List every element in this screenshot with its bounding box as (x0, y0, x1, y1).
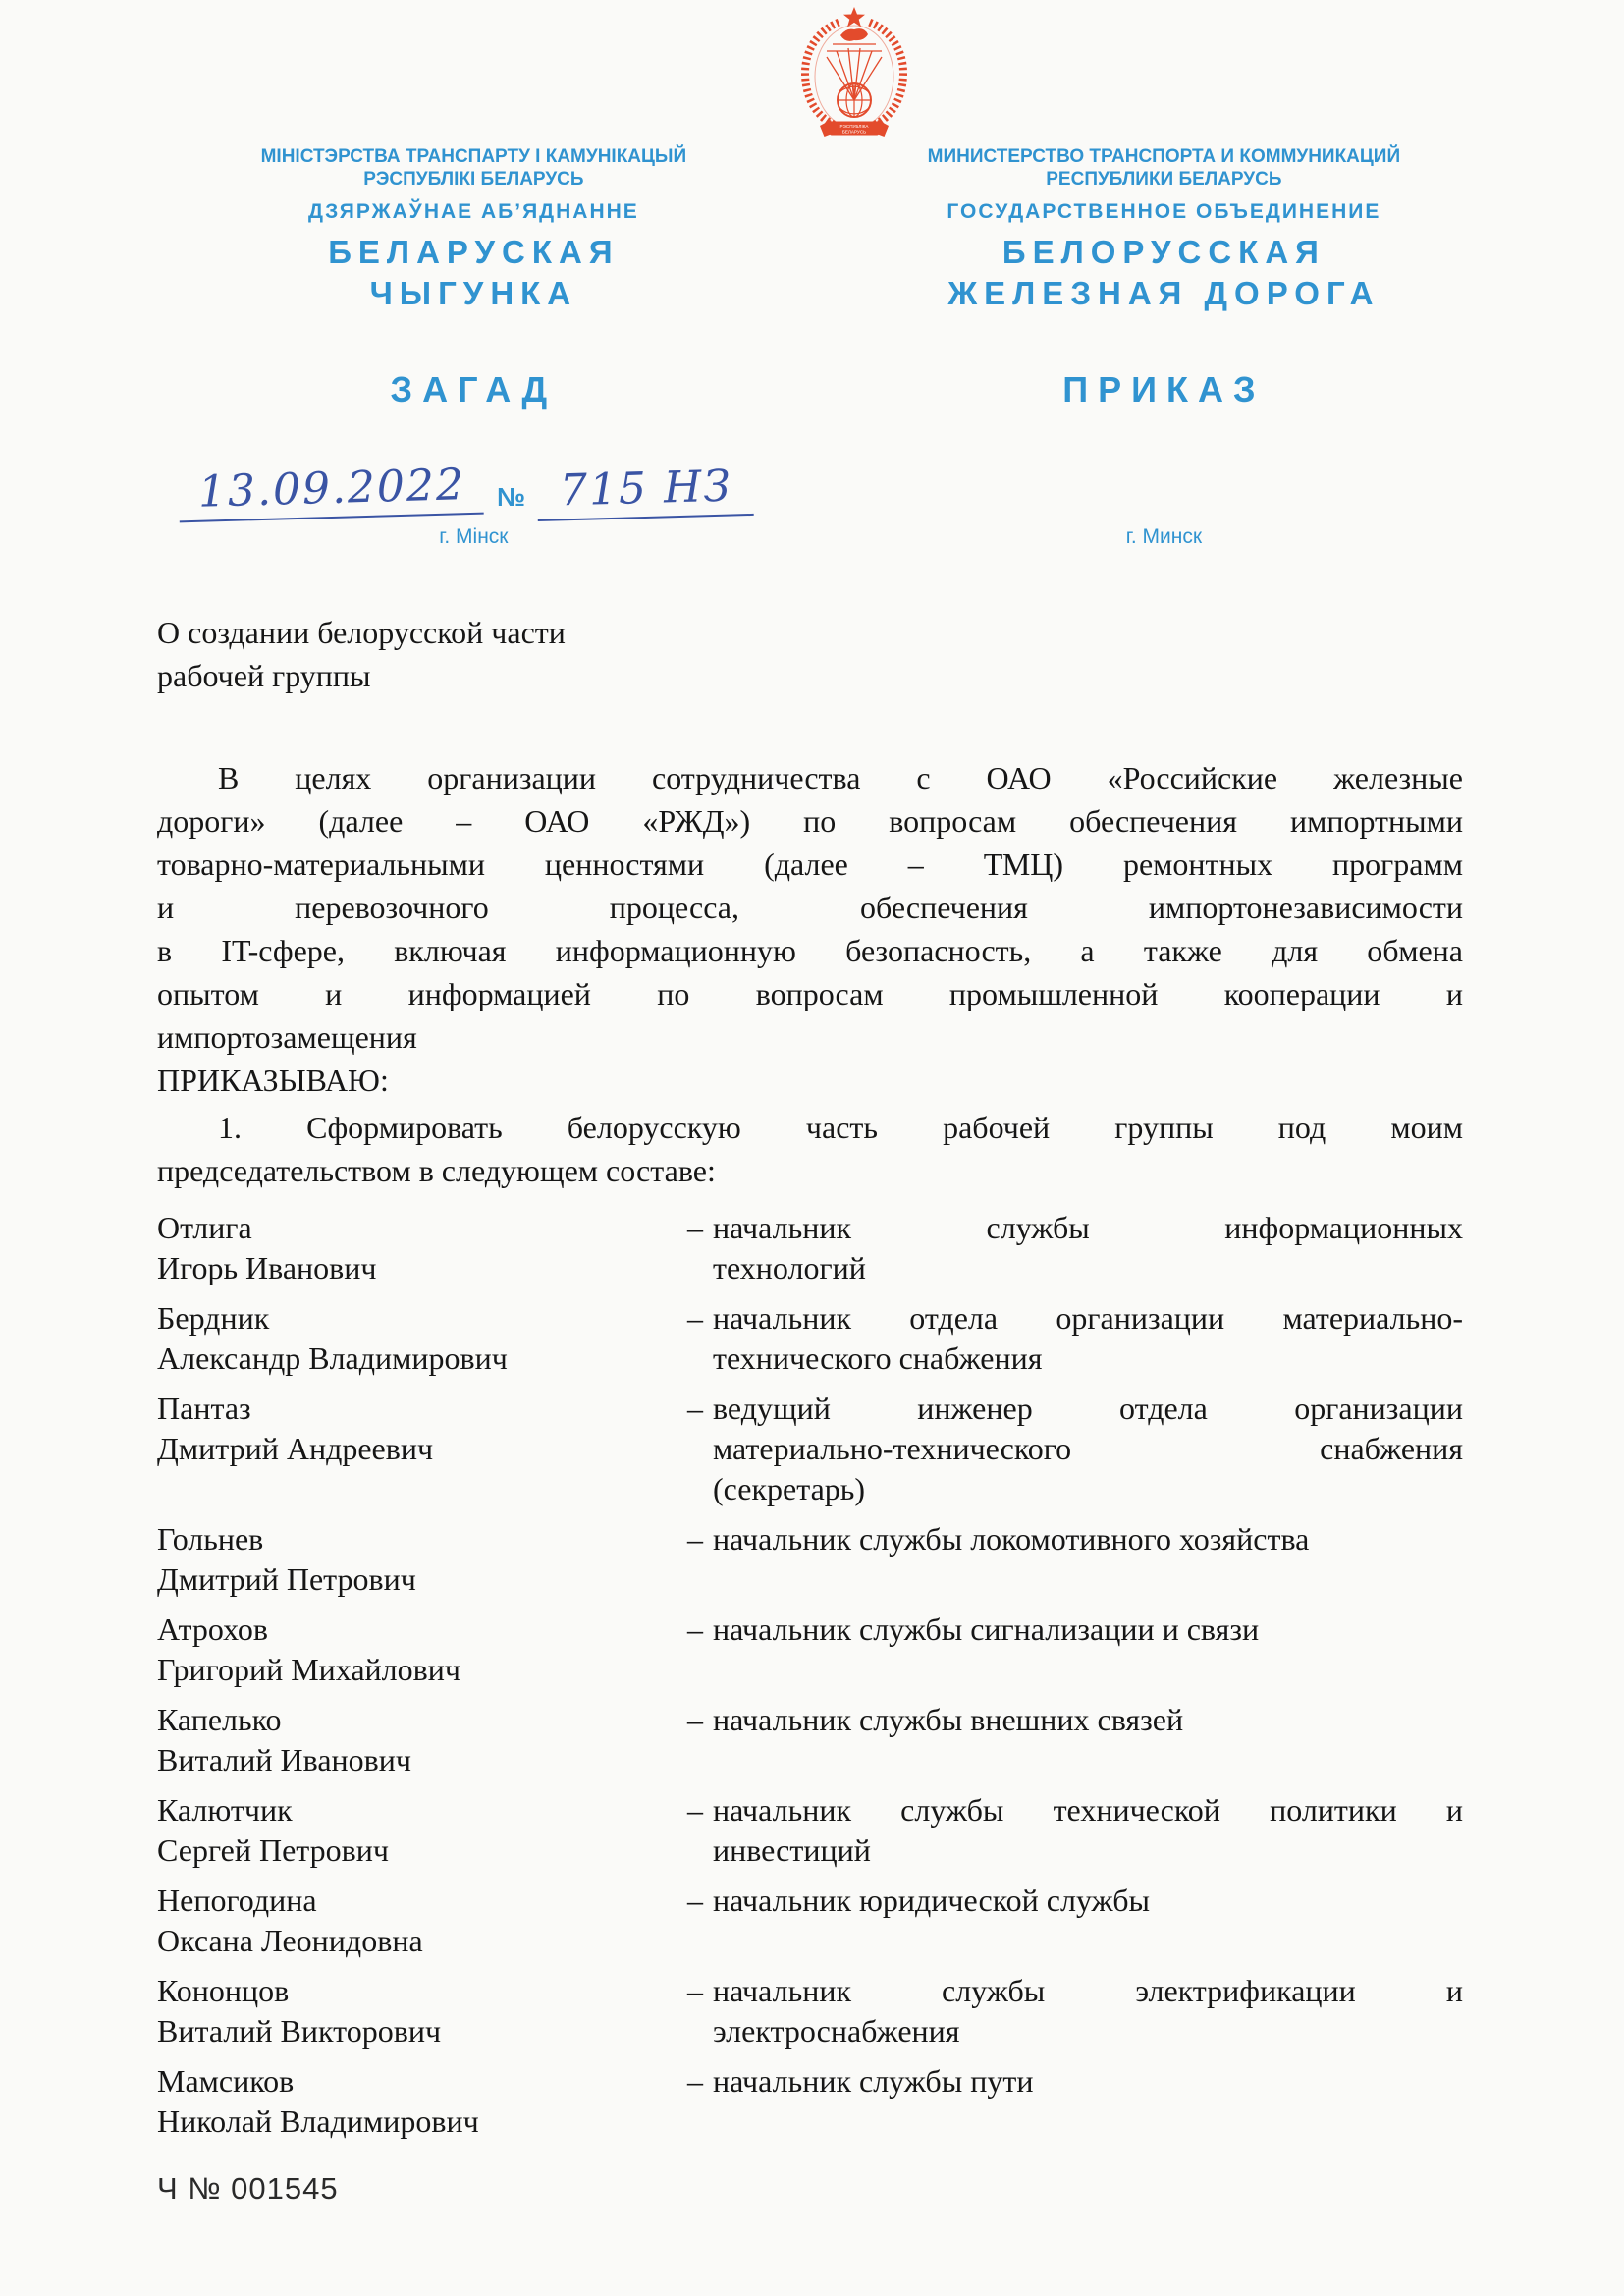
member-surname: Калютчик (157, 1792, 293, 1828)
member-surname: Непогодина (157, 1883, 317, 1918)
member-surname: Атрохов (157, 1612, 268, 1647)
text-line: председательством в следующем составе: (157, 1153, 716, 1188)
dash-separator: – (687, 1792, 703, 1828)
member-surname: Мамсиков (157, 2063, 295, 2099)
dash-separator: – (687, 1612, 703, 1647)
member-surname: Отлига (157, 1210, 252, 1245)
text-line: электроснабжения (713, 2013, 960, 2049)
emblem-ribbon-text-line1: РЭСПУБЛІКА (839, 124, 869, 129)
text-line: инвестиций (713, 1832, 871, 1868)
letterhead-belarusian-column (137, 145, 810, 550)
member-position (687, 1971, 1463, 2051)
member-row (157, 1208, 1463, 1288)
text-line: начальник службы внешних связей (713, 1702, 1184, 1737)
member-row (157, 1881, 1463, 1961)
member-position (687, 1790, 1463, 1871)
form-serial-number: Ч № 001545 (157, 2171, 339, 2206)
handwritten-date: 13.09.2022 (178, 461, 483, 523)
member-name (157, 2061, 687, 2142)
member-surname: Пантаз (157, 1391, 251, 1426)
text-line: начальник службы электрификации и (713, 1973, 1463, 2008)
member-position (687, 1881, 1463, 1961)
document-type-by: ЗАГАД (390, 369, 558, 410)
text-line: начальник службы пути (713, 2063, 1034, 2099)
text-line: технологий (713, 1250, 866, 1285)
member-position-lines (713, 1971, 1463, 2051)
member-row (157, 1700, 1463, 1780)
member-position (687, 2061, 1463, 2142)
dash-separator: – (687, 1702, 703, 1737)
ministry-name-line1-by: МІНІСТЭРСТВА ТРАНСПАРТУ І КАМУНІКАЦЫЙ (260, 146, 687, 167)
text-line: ведущий инженер отдела организации (713, 1391, 1463, 1426)
dash-separator: – (687, 1973, 703, 2008)
member-given-names: Дмитрий Андреевич (157, 1431, 434, 1466)
emblem-area (201, 6, 1507, 145)
member-row (157, 1389, 1463, 1509)
text-line: материально-технического снабжения (713, 1431, 1463, 1466)
subject-line2: рабочей группы (157, 658, 371, 693)
member-name (157, 1389, 687, 1509)
member-position-lines (713, 1519, 1463, 1600)
text-line: импортозамещения (157, 1019, 417, 1055)
member-row (157, 1519, 1463, 1600)
member-given-names: Дмитрий Петрович (157, 1561, 416, 1597)
member-name (157, 1971, 687, 2051)
dash-separator: – (687, 2063, 703, 2099)
member-name (157, 1610, 687, 1690)
text-line: дороги» (далее – ОАО «РЖД») по вопросам обеспечения импортными (157, 803, 1463, 839)
number-sign: № (497, 482, 525, 512)
member-position-lines (713, 2061, 1463, 2142)
member-surname: Гольнев (157, 1521, 264, 1557)
member-position-lines (713, 1610, 1463, 1690)
member-name (157, 1700, 687, 1780)
document-type-ru: ПРИКАЗ (1062, 369, 1266, 410)
emblem-ribbon-text-line2: БЕЛАРУСЬ (841, 129, 867, 135)
member-name (157, 1519, 687, 1600)
text-line: в IT-сфере, включая информационную безопасность, а также для обмена (157, 933, 1463, 968)
member-position (687, 1700, 1463, 1780)
member-position-lines (713, 1298, 1463, 1379)
city-by: г. Мінск (439, 525, 509, 548)
member-position-lines (713, 1700, 1463, 1780)
member-given-names: Григорий Михайлович (157, 1652, 460, 1687)
handwritten-document-number: 715 НЗ (536, 462, 753, 521)
member-position (687, 1298, 1463, 1379)
ministry-name-line2-by: РЭСПУБЛІКІ БЕЛАРУСЬ (363, 169, 584, 190)
member-surname: Кононцов (157, 1973, 290, 2008)
subject-line1: О создании белорусской части (157, 615, 566, 650)
date-number-placeholder (865, 436, 1463, 519)
text-line: товарно-материальными ценностями (далее – ТМЦ) ремонтных программ (157, 847, 1463, 882)
organization-name-line2-ru: ЖЕЛЕЗНАЯ ДОРОГА (947, 275, 1380, 311)
text-line: начальник службы информационных (713, 1210, 1463, 1245)
member-given-names: Оксана Леонидовна (157, 1923, 423, 1958)
state-association-ru: ГОСУДАРСТВЕННОЕ ОБЪЕДИНЕНИЕ (947, 200, 1381, 223)
text-line: В целях организации сотрудничества с ОАО «Российские железные (218, 760, 1463, 795)
text-line: начальник отдела организации материально- (713, 1300, 1463, 1336)
member-name (157, 1298, 687, 1379)
organization-name-line2-by: ЧЫГУНКА (369, 275, 578, 311)
text-line: 1. Сформировать белорусскую часть рабочей группы под моим (218, 1110, 1463, 1145)
member-row (157, 1971, 1463, 2051)
state-association-by: ДЗЯРЖАЎНАЕ АБ’ЯДНАННЕ (307, 200, 639, 223)
organization-name-line1-by: БЕЛАРУСКАЯ (328, 234, 620, 270)
member-row (157, 1610, 1463, 1690)
member-surname: Бердник (157, 1300, 270, 1336)
order-item-1 (157, 1106, 1463, 1192)
text-line: (секретарь) (713, 1471, 866, 1506)
date-number-line (137, 436, 810, 519)
text-line: начальник службы технической политики и (713, 1792, 1463, 1828)
member-position (687, 1389, 1463, 1509)
member-position-lines (713, 1389, 1463, 1509)
member-position-lines (713, 1208, 1463, 1288)
text-line: технического снабжения (713, 1340, 1043, 1376)
document-subject (157, 611, 1463, 697)
member-row (157, 2061, 1463, 2142)
belarus-coat-of-arms-icon (796, 6, 912, 143)
member-name (157, 1881, 687, 1961)
member-position (687, 1610, 1463, 1690)
member-position (687, 1519, 1463, 1600)
member-position-lines (713, 1881, 1463, 1961)
member-given-names: Игорь Иванович (157, 1250, 377, 1285)
ministry-name-line1-ru: МИНИСТЕРСТВО ТРАНСПОРТА И КОММУНИКАЦИЙ (927, 146, 1401, 167)
text-line: начальник службы локомотивного хозяйства (713, 1521, 1310, 1557)
member-given-names: Николай Владимирович (157, 2104, 479, 2139)
decree-word: ПРИКАЗЫВАЮ: (157, 1063, 389, 1098)
text-line: начальник юридической службы (713, 1883, 1150, 1918)
text-line: и перевозочного процесса, обеспечения импортонезависимости (157, 890, 1463, 925)
dash-separator: – (687, 1300, 703, 1336)
member-position (687, 1208, 1463, 1288)
dash-separator: – (687, 1391, 703, 1426)
letterhead (137, 145, 1463, 550)
text-line: опытом и информацией по вопросам промышленной кооперации и (157, 976, 1463, 1011)
city-ru: г. Минск (1125, 525, 1203, 548)
member-name (157, 1790, 687, 1871)
letterhead-russian-column (865, 145, 1463, 550)
body-paragraph (157, 756, 1463, 1059)
member-row (157, 1298, 1463, 1379)
member-surname: Капелько (157, 1702, 282, 1737)
dash-separator: – (687, 1883, 703, 1918)
organization-name-line1-ru: БЕЛОРУССКАЯ (1001, 234, 1326, 270)
ministry-name-line2-ru: РЕСПУБЛИКИ БЕЛАРУСЬ (1046, 169, 1282, 190)
text-line: начальник службы сигнализации и связи (713, 1612, 1260, 1647)
member-given-names: Виталий Иванович (157, 1742, 411, 1777)
member-given-names: Виталий Викторович (157, 2013, 442, 2049)
member-name (157, 1208, 687, 1288)
member-position-lines (713, 1790, 1463, 1871)
dash-separator: – (687, 1210, 703, 1245)
dash-separator: – (687, 1521, 703, 1557)
member-given-names: Александр Владимирович (157, 1340, 508, 1376)
members-list (157, 1208, 1463, 2142)
member-row (157, 1790, 1463, 1871)
member-given-names: Сергей Петрович (157, 1832, 389, 1868)
